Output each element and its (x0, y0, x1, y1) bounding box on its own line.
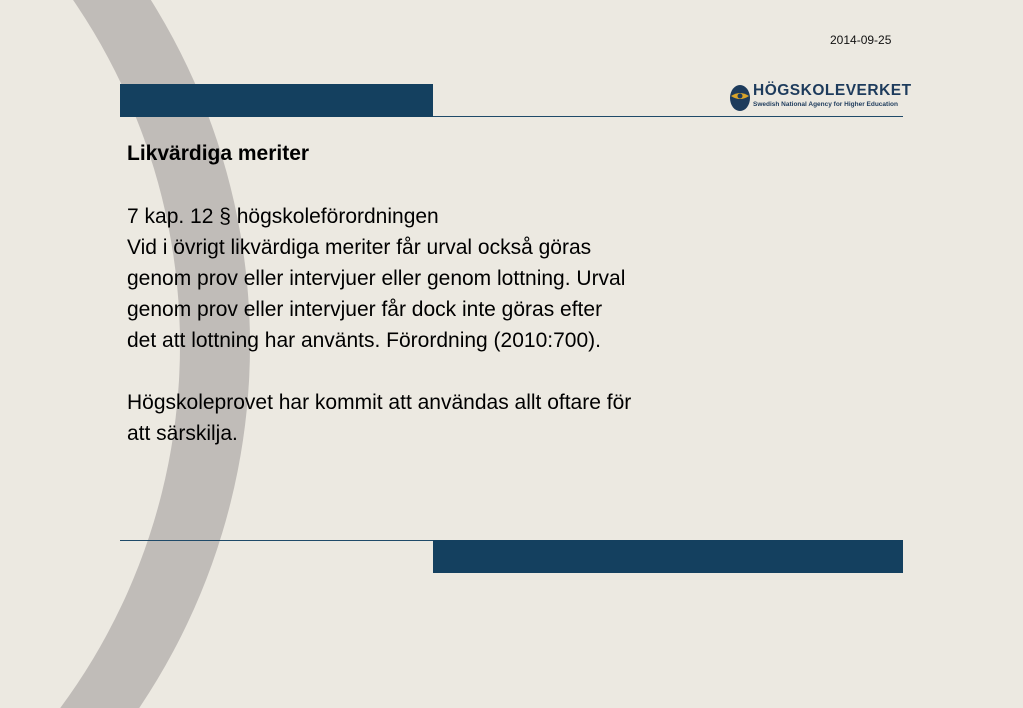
footer-rule (120, 540, 433, 541)
text-line: 7 kap. 12 § högskoleförordningen (127, 205, 439, 228)
text-line: Högskoleprovet har kommit att användas allt oftare för (127, 391, 632, 414)
logo-emblem-icon (729, 84, 751, 112)
hogskoleverket-logo (727, 82, 912, 114)
paragraph-comment (127, 387, 787, 449)
paragraph-statute (127, 201, 787, 356)
footer-band (433, 540, 903, 573)
text-line: genom prov eller intervjuer eller genom lottning. Urval (127, 267, 626, 290)
text-line: att särskilja. (127, 422, 238, 445)
logo-tagline: Swedish National Agency for Higher Education (753, 101, 898, 108)
logo-name: HÖGSKOLEVERKET (753, 82, 912, 99)
header-band (120, 84, 433, 117)
text-line: det att lottning har använts. Förordning (2010:700). (127, 329, 601, 352)
text-line: Vid i övrigt likvärdiga meriter får urval också göras (127, 236, 592, 259)
slide-date: 2014-09-25 (830, 33, 892, 47)
slide-content (127, 140, 787, 449)
slide-heading: Likvärdiga meriter (127, 142, 310, 165)
text-line: genom prov eller intervjuer får dock inte göras efter (127, 298, 603, 321)
header-rule (433, 116, 903, 117)
